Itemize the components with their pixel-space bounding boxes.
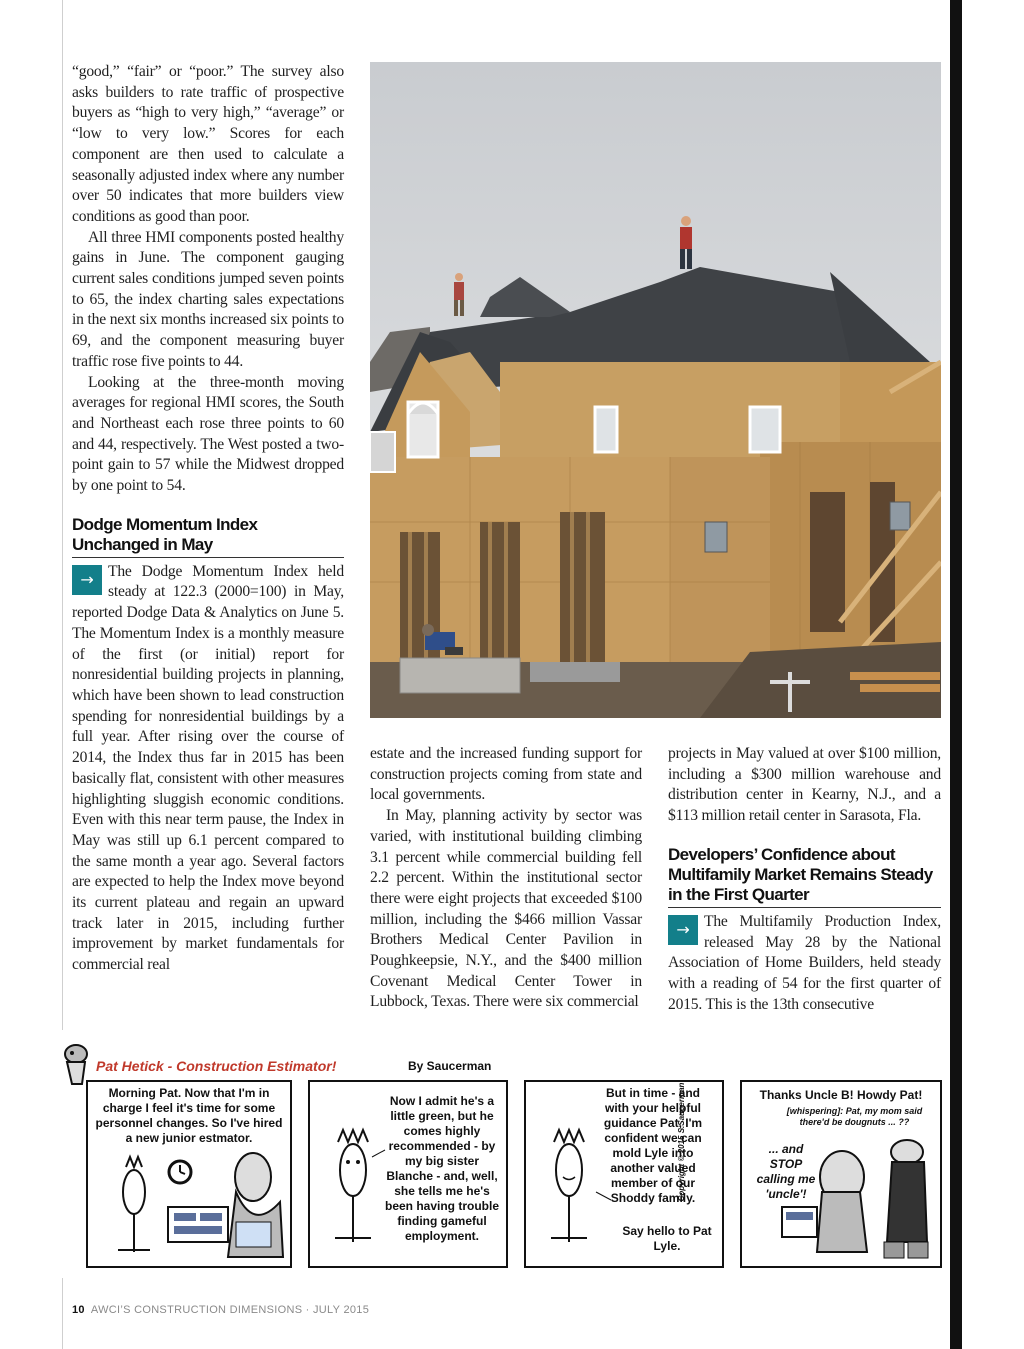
article-column-3 [668, 744, 941, 1015]
article-column-1 [72, 62, 344, 976]
comic-panel-2 [308, 1080, 508, 1268]
construction-photo [370, 62, 941, 718]
comic-byline: By Saucerman [408, 1059, 492, 1073]
section-heading: Dodge Momentum Index Unchanged in May [72, 515, 344, 558]
paragraph: projects in May valued at over $100 million, including a $300 million warehouse and distribution center in Kearny, N.J., and a $113 million retail center in Sarasota, Fla. [668, 745, 941, 825]
comic-drawing-1 [88, 1082, 290, 1266]
article-column-2 [370, 744, 642, 1013]
speech-bubble: Thanks Uncle B! Howdy Pat! [759, 1088, 923, 1102]
comic-copyright: Copyright © 2015 S.Saucerman [677, 1082, 686, 1202]
paragraph: In May, planning activity by sector was varied, with institutional building climbing 3.1 percent while commercial building fell 2.2 percent. Within the institutional sector there were eight projects that exceeded $100 million, including the $466 million Vassar Brothers Medical Center Pavilion in Poughkeepsie, N.Y., and the $400 million Covenant Medical Center Tower in Lubbock, Texas. There were six commercial [370, 807, 642, 1011]
publication-name: AWCI’S CONSTRUCTION DIMENSIONS · JULY 2015 [90, 1304, 370, 1316]
speech-bubble: Now I admit he's a little green, but he comes highly recommended - by my big sister Blanche - and, well, she tells me he's been having trouble finding gameful employment. [384, 1094, 499, 1243]
comic-drawing-3 [526, 1082, 722, 1266]
section-heading: Developers’ Confidence about Multifamily Market Remains Steady in the First Quarter [668, 845, 941, 908]
arrow-icon: → [72, 565, 102, 595]
speech-bubble: Morning Pat. Now that I'm in charge I feel it's time for some personnel changes. So I've hired a new junior estmator. [95, 1086, 283, 1145]
comic-panel-1 [86, 1080, 292, 1268]
paragraph: “good,” “fair” or “poor.” The survey also asks builders to rate traffic of prospective buyers as “high to very high,” “average” or “low to very low.” Scores for each component are then used to calculate a seasonally adjusted index where any number over 50 indicates that more builders view conditions as good than poor. [72, 63, 344, 225]
comic-panel-4 [740, 1080, 942, 1268]
comic-panel-3 [524, 1080, 724, 1268]
speech-bubble: ... and STOP calling me 'uncle'! [756, 1142, 816, 1201]
paragraph: All three HMI components posted healthy gains in June. The component gauging current sales conditions jumped seven points to 65, the index charting sales expectations in the next six months increased six points to 69, and the component measuring buyer traffic rose five points to 44. [72, 228, 344, 370]
comic-strip [58, 1040, 944, 1276]
speech-bubble: But in time - and with your helpful guidance Pat, I'm confident we can mold Lyle into another valued member of our Shoddy family. [603, 1086, 703, 1205]
comic-drawing-4 [742, 1082, 940, 1266]
paragraph: → The Dodge Momentum Index held steady at 122.3 (2000=100) in May, reported Dodge Data & Analytics on June 5. The Momentum Index is a monthly measure of the first (or initial) report for nonresidential building projects in planning, which have been shown to lead construction spending for nonresidential buildings by a full year. After rising over the course of 2014, the Index thus far in 2015 has been basically flat, consistent with other measures highlighting sluggish economic conditions. Even with this near term pause, the Index in May was still up 6.1 percent compared to the same month a year ago. Several factors are expected to help the Index move beyond its current plateau and regain an upward track later in 2015, including further improvement by market fundamentals for commercial real [72, 562, 344, 974]
margin-rule-bottom [62, 1278, 63, 1349]
paragraph: → The Multifamily Production Index, released May 28 by the National Association of Home Builders, held steady with a reading of 54 for the first quarter of 2015. This is the 13th consecutive [668, 912, 941, 1013]
speech-bubble: Say hello to Pat Lyle. [622, 1224, 712, 1253]
comic-title: Pat Hetick - Construction Estimator! [96, 1058, 337, 1074]
paragraph: Looking at the three-month moving averages for regional HMI scores, the South and Northeast each rose three points to 60 and 44, respectively. The West posted a two-point gain to 57 while the Midwest dropped by one point to 54. [72, 373, 344, 495]
page-edge-bar [950, 0, 962, 1349]
speech-bubble: [whispering]: Pat, my mom said there'd be dougnuts ... ?? [786, 1106, 923, 1127]
comic-drawing-2 [310, 1082, 506, 1266]
page-number: 10 [72, 1304, 85, 1316]
arrow-icon: → [668, 915, 698, 945]
page-footer [72, 1304, 369, 1316]
margin-rule [62, 0, 63, 1030]
paragraph: estate and the increased funding support for construction projects coming from state and local governments. [370, 745, 642, 804]
